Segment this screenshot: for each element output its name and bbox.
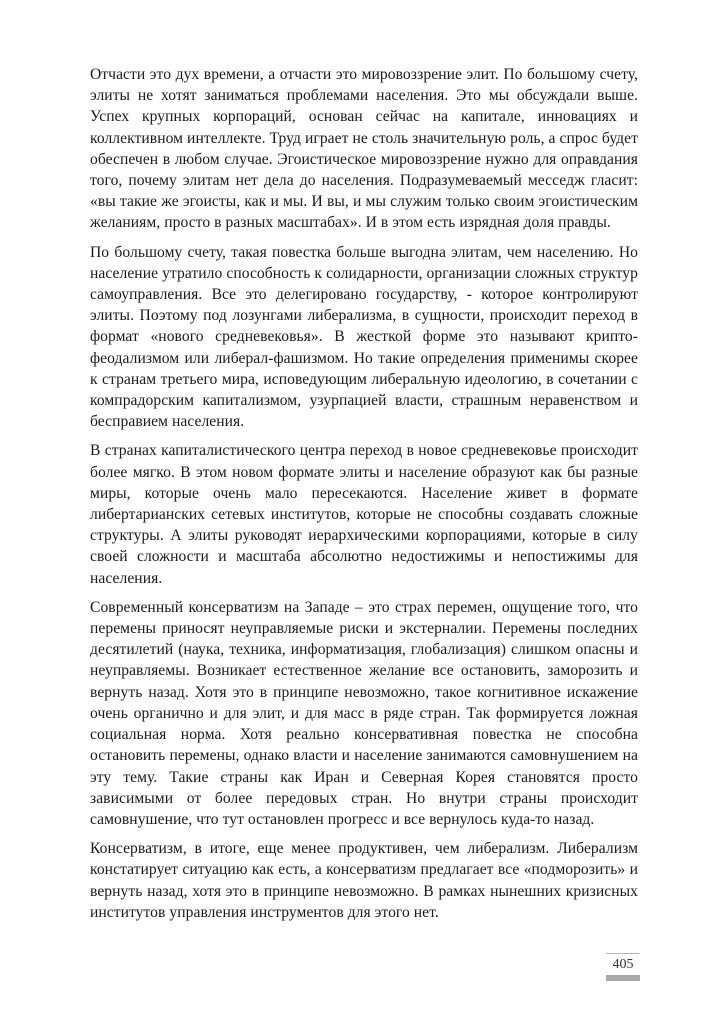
paragraph-3: В странах капиталистического центра переход в новое средневековье происходит более мягко. В этом новом формате элиты и население образуют как бы разные миры, которые очень мало пересекаются. Население живет в формате либертарианских сетевых институтов, которые не способны создавать сложные структуры. А элиты руководят иерархическими корпорациями, которые в силу своей сложности и масштаба абсолютно недостижимы и непостижимы для населения. — [90, 442, 638, 587]
page-number-rule — [606, 953, 640, 954]
page-number-block — [606, 953, 640, 983]
page-number-bar — [606, 975, 640, 981]
paragraph-5: Консерватизм, в итоге, еще менее продуктивен, чем либерализм. Либерализм констатирует ситуацию как есть, а консерватизм предлагает все «подморозить» и вернуть назад, хотя это в принципе невозможно. В рамках нынешних кризисных институтов управления инструментов для этого нет. — [90, 840, 638, 921]
paragraph-4: Современный консерватизм на Западе – это страх перемен, ощущение того, что перемены приносят неуправляемые риски и экстерналии. Перемены последних десятилетий (наука, техника, информатизация, глобализация) слишком опасны и неуправляемы. Возникает естественное желание все остановить, заморозить и вернуть назад. Хотя это в принципе невозможно, такое когнитивное искажение очень органично и для элит, и для масс в ряде стран. Так формируется ложная социальная норма. Хотя реально консервативная повестка не способна остановить перемены, однако власти и население занимаются самовнушением на эту тему. Такие страны как Иран и Северная Корея становятся просто зависимыми от более передовых стран. Но внутри страны происходит самовнушение, что тут остановлен прогресс и все вернулось куда-то назад. — [90, 598, 638, 828]
paragraph-1: Отчасти это дух времени, а отчасти это мировоззрение элит. По большому счету, элиты не хотят заниматься проблемами населения. Это мы обсуждали выше. Успех крупных корпораций, основан сейчас на капитале, инновациях и коллективном интеллекте. Труд играет не столь значительную роль, а спрос будет обеспечен в любом случае. Эгоистическое мировоззрение нужно для оправдания того, почему элитам нет дела до населения. Подразумеваемый месседж гласит: «вы такие же эгоисты, как и мы. И вы, и мы служим только своим эгоистическим желаниям, просто в разных масштабах». И в этом есть изрядная доля правды. — [90, 66, 638, 232]
paragraph-2: По большому счету, такая повестка больше выгодна элитам, чем населению. Но население утратило способность к солидарности, организации сложных структур самоуправления. Все это делегировано государству, - которое контролируют элиты. Поэтому под лозунгами либерализма, в сущности, происходит переход в формат «нового средневековья». В жесткой форме это называют крипто-феодализмом или либерал-фашизмом. Но такие определения применимы скорее к странам третьего мира, исповедующим либеральную идеологию, в сочетании с компрадорским капитализмом, узурпацией власти, страшным неравенством и бесправием населения. — [90, 243, 638, 431]
page-number: 405 — [612, 957, 634, 972]
body-text — [90, 64, 638, 931]
